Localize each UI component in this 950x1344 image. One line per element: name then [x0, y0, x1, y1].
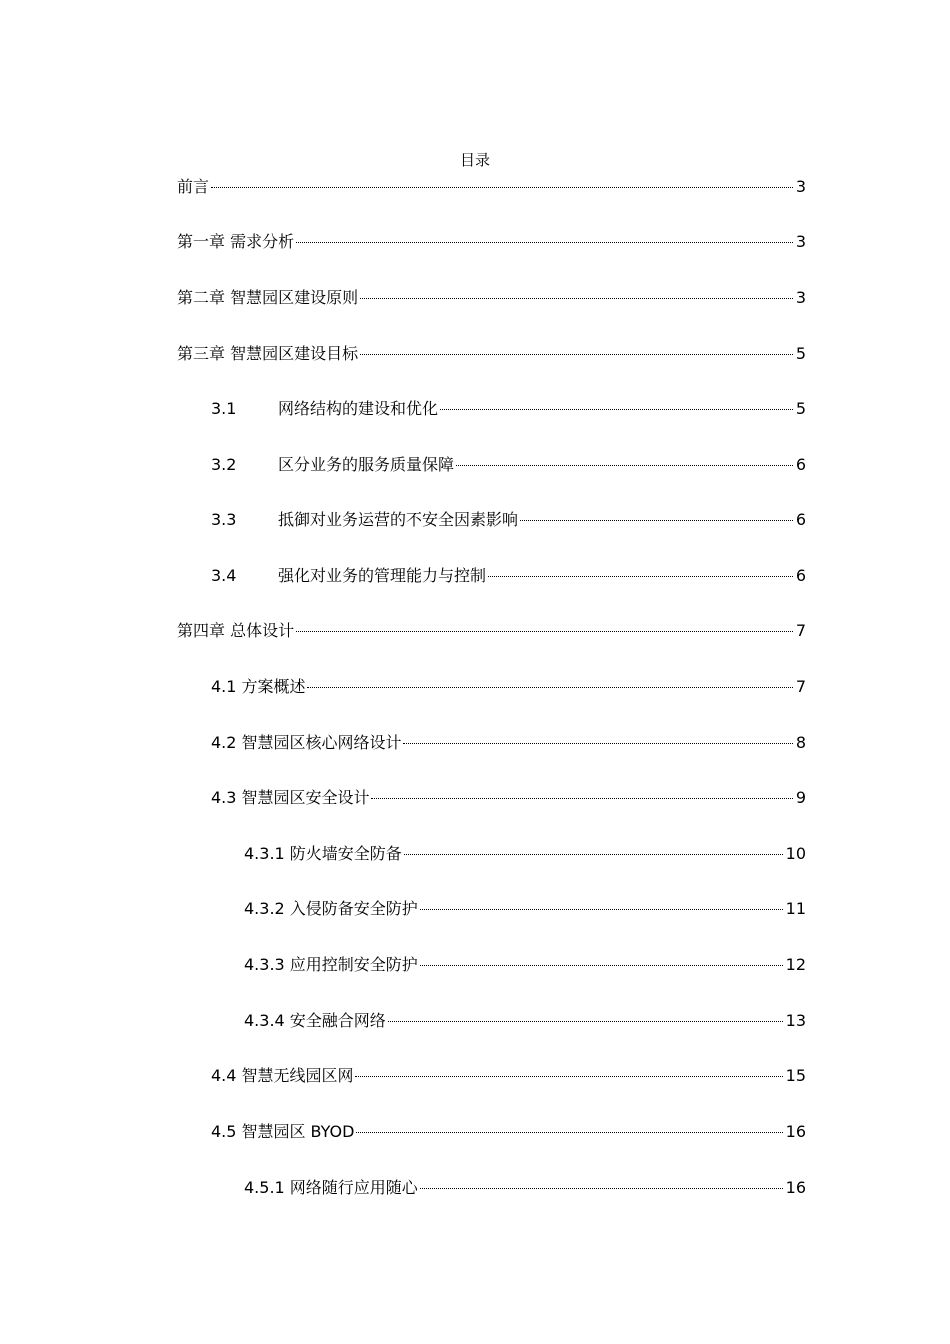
toc-entry-text: 安全融合网络	[289, 1011, 386, 1030]
toc-entry-page: 3	[795, 232, 806, 251]
toc-leader	[488, 576, 793, 577]
toc-entry[interactable]	[177, 343, 806, 365]
toc-entry[interactable]	[211, 1065, 806, 1087]
toc-entry[interactable]	[211, 787, 806, 809]
toc-entry-text: 方案概述	[241, 677, 306, 696]
toc-entry-text: 入侵防备安全防护	[289, 899, 418, 918]
toc-entry-number: 4.4	[211, 1066, 237, 1085]
toc-leader	[420, 1188, 783, 1189]
toc-entry-page: 7	[795, 677, 806, 696]
toc-entry[interactable]	[177, 176, 806, 198]
toc-entry[interactable]	[244, 1177, 806, 1199]
toc-entry-number: 4.3	[211, 788, 237, 807]
toc-entry-page: 5	[795, 344, 806, 363]
toc-title: 目录	[459, 151, 490, 169]
toc-leader	[456, 465, 793, 466]
toc-entry[interactable]	[211, 398, 806, 420]
toc-entry-text: 智慧无线园区网	[241, 1066, 354, 1085]
toc-entry[interactable]	[244, 843, 806, 865]
toc-entry-text: 网络结构的建设和优化	[278, 399, 439, 418]
toc-entry[interactable]	[244, 1010, 806, 1032]
toc-leader	[296, 242, 793, 243]
toc-entry-page: 8	[795, 733, 806, 752]
toc-entry[interactable]	[211, 454, 806, 476]
toc-entry-number: 4.1	[211, 677, 237, 696]
toc-entry-text: 智慧园区安全设计	[241, 788, 370, 807]
toc-entry-number: 3.1	[211, 399, 237, 418]
toc-leader	[211, 187, 793, 188]
toc-entry-page: 5	[795, 399, 806, 418]
toc-entry-text: 第三章 智慧园区建设目标	[177, 344, 359, 363]
toc-entry-text: 区分业务的服务质量保障	[278, 455, 455, 474]
toc-entry-page: 11	[785, 899, 806, 918]
toc-entry[interactable]	[177, 620, 806, 642]
toc-entry-text: 第二章 智慧园区建设原则	[177, 288, 359, 307]
toc-entry-page: 7	[795, 621, 806, 640]
toc-leader	[420, 965, 783, 966]
toc-leader	[371, 798, 792, 799]
toc-entry-page: 16	[785, 1122, 806, 1141]
toc-leader	[388, 1021, 783, 1022]
toc-entry-page: 12	[785, 955, 806, 974]
toc-leader	[307, 687, 792, 688]
toc-entry-text: 前言	[177, 177, 210, 196]
toc-entry[interactable]	[211, 1121, 806, 1143]
toc-entry[interactable]	[244, 898, 806, 920]
toc-entry-text: 智慧园区核心网络设计	[241, 733, 402, 752]
toc-leader	[296, 631, 793, 632]
toc-entry-page: 6	[795, 455, 806, 474]
toc-entry-number: 4.3.4	[244, 1011, 285, 1030]
toc-entry[interactable]	[211, 565, 806, 587]
toc-entry-page: 13	[785, 1011, 806, 1030]
toc-entry-text: 强化对业务的管理能力与控制	[278, 566, 487, 585]
toc-entry-page: 3	[795, 288, 806, 307]
toc-entry-text: 网络随行应用随心	[289, 1178, 418, 1197]
toc-leader	[355, 1076, 782, 1077]
toc-entry-number: 3.2	[211, 455, 237, 474]
toc-entry-page: 9	[795, 788, 806, 807]
toc-leader	[360, 298, 793, 299]
toc-leader	[360, 354, 793, 355]
toc-entry-page: 15	[785, 1066, 806, 1085]
toc-entry-text: 防火墙安全防备	[289, 844, 402, 863]
toc-entry-number: 3.4	[211, 566, 237, 585]
toc-leader	[356, 1132, 782, 1133]
toc-leader	[440, 409, 793, 410]
toc-leader	[420, 909, 783, 910]
toc-entry-page: 6	[795, 566, 806, 585]
toc-entry-number: 3.3	[211, 510, 237, 529]
toc-entry-text: 第四章 总体设计	[177, 621, 295, 640]
toc-entry-page: 6	[795, 510, 806, 529]
toc-entry[interactable]	[177, 287, 806, 309]
toc-entry-number: 4.5	[211, 1122, 237, 1141]
toc-entry[interactable]	[211, 732, 806, 754]
toc-entry-text: 应用控制安全防护	[289, 955, 418, 974]
toc-entry-page: 16	[785, 1178, 806, 1197]
toc-entry-page: 10	[785, 844, 806, 863]
toc-leader	[520, 520, 793, 521]
toc-entry-page: 3	[795, 177, 806, 196]
toc-entry-number: 4.2	[211, 733, 237, 752]
toc-entry-text: 抵御对业务运营的不安全因素影响	[278, 510, 519, 529]
toc-entry-number: 4.3.3	[244, 955, 285, 974]
toc-entry-number: 4.5.1	[244, 1178, 285, 1197]
toc-entry-number: 4.3.2	[244, 899, 285, 918]
toc-entry-number: 4.3.1	[244, 844, 285, 863]
toc-entry[interactable]	[244, 954, 806, 976]
toc-leader	[403, 743, 792, 744]
toc-entry[interactable]	[211, 509, 806, 531]
toc-entry[interactable]	[211, 676, 806, 698]
toc-entry-text: 智慧园区 BYOD	[241, 1122, 355, 1141]
toc-entry[interactable]	[177, 231, 806, 253]
toc-leader	[404, 854, 783, 855]
toc-entry-text: 第一章 需求分析	[177, 232, 295, 251]
